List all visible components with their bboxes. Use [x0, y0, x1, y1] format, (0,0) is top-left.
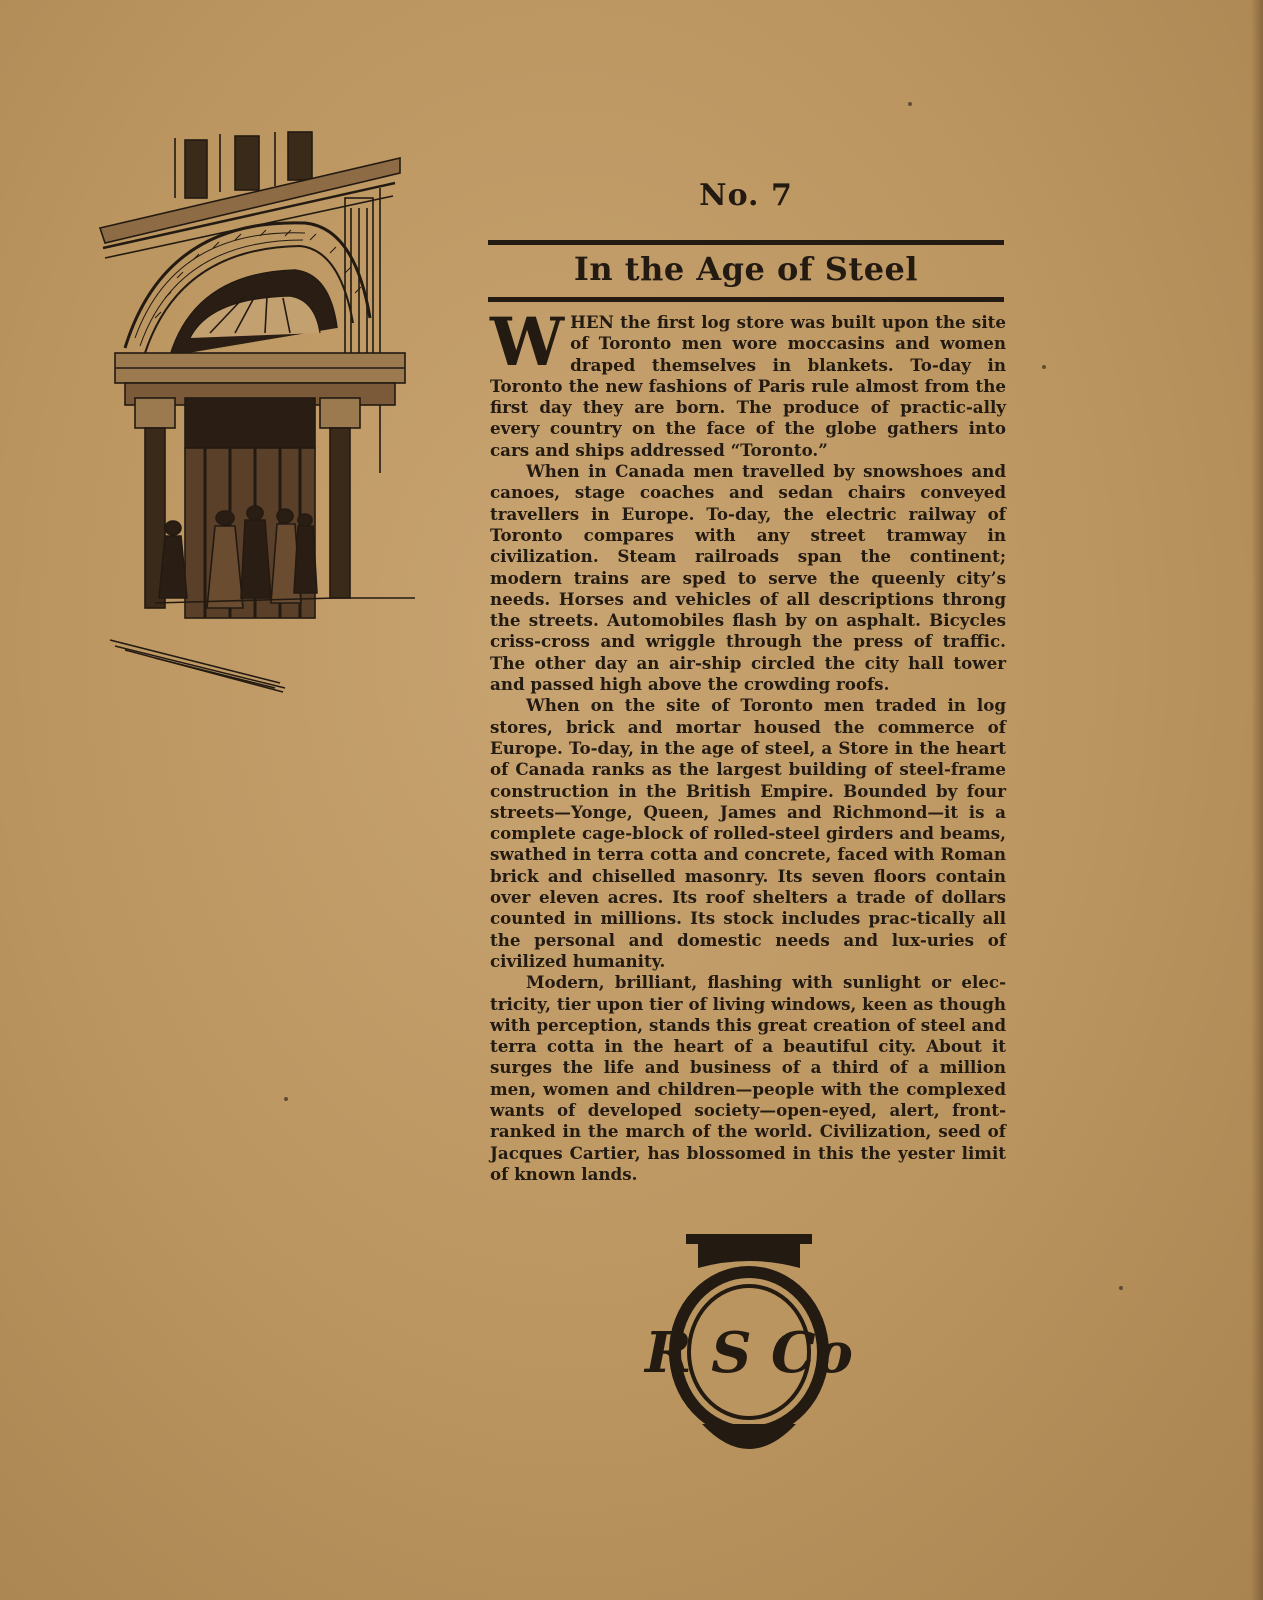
article-paragraph-3: When on the site of Toronto men traded in log stores, brick and mortar housed the commerce of Europe. To-day, in the age of steel, a Store in the heart of Canada ranks as the largest building of steel-frame construction in the British Empire. Bounded by four streets—Yonge, Queen, James and Richmond—it is a complete cage-block of rolled-steel girders and beams, swathed in terra cotta and concrete, faced with Roman brick and chiselled masonry. Its seven floors contain over eleven acres. Its roof shelters a trade of dollars counted in millions. Its stock includes prac-tically all the personal and domestic needs and lux-uries of civilized humanity. — [490, 695, 1006, 971]
paper-speck — [908, 102, 912, 106]
paragraph-1-text: HEN the first log store was built upon the site of Toronto men wore moccasins and women draped themselves in blankets. To-day in Toronto the new fashions of Paris rule almost from the first day they are born. The produce of practic-ally every country on the face of the globe gathers into cars and ships addressed “Toronto.” — [490, 312, 1006, 460]
drop-cap: W — [490, 303, 565, 381]
top-divider — [488, 240, 1004, 245]
page-title: In the Age of Steel — [573, 250, 919, 288]
article-paragraph-2: When in Canada men travelled by snowshoes and canoes, stage coaches and sedan chairs conveyed travellers in Europe. To-day, the electric railway of Toronto compares with any street tramway in civilization. Steam railroads span the continent; modern trains are sped to serve the queenly city’s needs. Horses and vehicles of all descriptions throng the streets. Automobiles flash by on asphalt. Bicycles criss-cross and wriggle through the press of traffic. The other day an air-ship circled the city hall tower and passed high above the crowding roofs. — [490, 461, 1006, 695]
article-paragraph-4: Modern, brilliant, flashing with sunlight or elec-tricity, tier upon tier of living windows, keen as though with perception, stands this great creation of steel and terra cotta in the heart of a beautiful city. About it surges the life and business of a third of a million men, women and children—people with the complexed wants of developed society—open-eyed, alert, front-ranked in the march of the world. Civilization, seed of Jacques Cartier, has blossomed in this the yester limit of known lands. — [490, 972, 1006, 1184]
logo-monogram-text: R S Co — [645, 1320, 853, 1386]
paper-speck — [1042, 365, 1046, 369]
article-paragraph-1 — [490, 303, 1006, 461]
page-number-heading: No. 7 — [699, 178, 793, 213]
bottom-divider — [488, 297, 1004, 302]
paper-speck — [1119, 1286, 1123, 1290]
article-body — [490, 303, 1006, 1185]
monogram-logo-icon — [645, 1234, 853, 1460]
paper-speck — [284, 1097, 288, 1101]
store-entrance-engraving-icon — [95, 128, 425, 708]
page-edge-shadow — [1251, 0, 1263, 1600]
